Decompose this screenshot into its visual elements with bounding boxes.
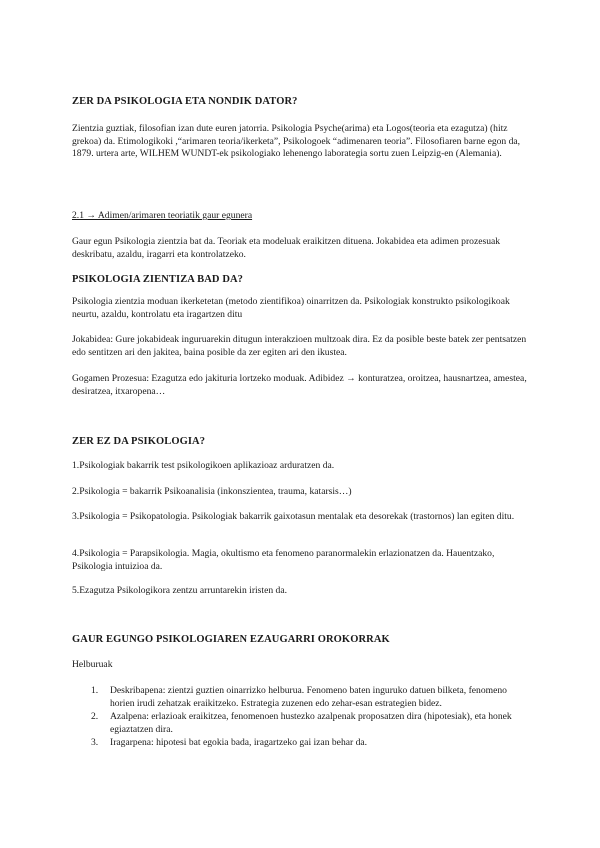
paragraph-behaviour: Jokabidea: Gure jokabideak inguruarekin ditugun interakzioen multzoak dira. Ez da posible beste batek zer pentsatzen edo sentitzen ari den jakitea, baina posible da zer egiten ari den ikustea. [72, 334, 527, 358]
heading-origin: ZER DA PSIKOLOGIA ETA NONDIK DATOR? [72, 96, 298, 107]
misconception-5: 5.Ezagutza Psikologikora zentzu arruntarekin iristen da. [72, 585, 287, 596]
label-goals: Helburuak [72, 659, 113, 670]
subheading-evolution: 2.1 → Adimen/arimaren teoriatik gaur egunera [72, 210, 253, 221]
misconception-3: 3.Psikologia = Psikopatologia. Psikologiak bakarrik gaixotasun mentalak eta desorekak (trastornos) lan egiten ditu. [72, 511, 515, 522]
heading-characteristics: GAUR EGUNGO PSIKOLOGIAREN EZAUGARRI OROKORRAK [72, 634, 390, 645]
paragraph-method: Psikologia zientzia moduan ikerketetan (metodo zientifikoa) oinarritzen da. Psikologiak konstrukto psikologikoak neurtu, azaldu, kontrolatu eta iragartzen ditu [72, 296, 510, 320]
list-item: 2. Azalpena: erlazioak eraikitzea, fenomenoen hustezko azalpenak proposatzen dira (hipotesiak), eta honek egiaztatzen dira. [91, 711, 512, 735]
heading-is-science: PSIKOLOGIA ZIENTIZA BAD DA? [72, 274, 244, 285]
paragraph-science: Gaur egun Psikologia zientzia bat da. Teoriak eta modeluak eraikitzen dituena. Jokabidea eta adimen prozesuak deskribatu, azaldu, iragarri eta kontrolatzeko. [72, 236, 501, 260]
misconception-4: 4.Psikologia = Parapsikologia. Magia, okultismo eta fenomeno paranormalekin erlazionatzen da. Hauentzako, Psikologia intuizioa da. [72, 548, 495, 572]
misconception-1: 1.Psikologiak bakarrik test psikologikoen aplikazioaz arduratzen da. [72, 460, 335, 471]
paragraph-mental-process: Gogamen Prozesua: Ezagutza edo jakituria lortzeko moduak. Adibidez → konturatzea, oroitzea, hausnartzea, amestea, desiratzea, itxaropena… [72, 373, 527, 397]
list-item: 3. Iragarpena: hipotesi bat egokia bada, iragartzeko gai izan behar da. [91, 737, 368, 749]
list-item: 1. Deskribapena: zientzi guztien oinarrizko helburua. Fenomeno baten inguruko datuen bilketa, fenomeno horien irudi zehatzak eraikitzeko. Estrategia zuzenen edo zehar-esan estrategien bidez. [91, 685, 507, 709]
goals-list [72, 685, 532, 751]
misconception-2: 2.Psikologia = bakarrik Psikoanalisia (inkonszientea, trauma, katarsis…) [72, 486, 352, 497]
heading-what-is-not: ZER EZ DA PSIKOLOGIA? [72, 436, 206, 447]
paragraph-origin: Zientzia guztiak, filosofian izan dute euren jatorria. Psikologia Psyche(arima) eta Logos(teoria eta ezagutza) (hitz grekoa) da. Etimologikoki ,“arimaren teoria/ikerketa”, Psikologoek “adimenaren teoria”. Filosofiaren barne egon da, 1879. urtera arte, WILHEM WUNDT-ek psikologiako lehenengo laborategia sortu zuen Leipzig-en (Alemania). [72, 123, 521, 160]
